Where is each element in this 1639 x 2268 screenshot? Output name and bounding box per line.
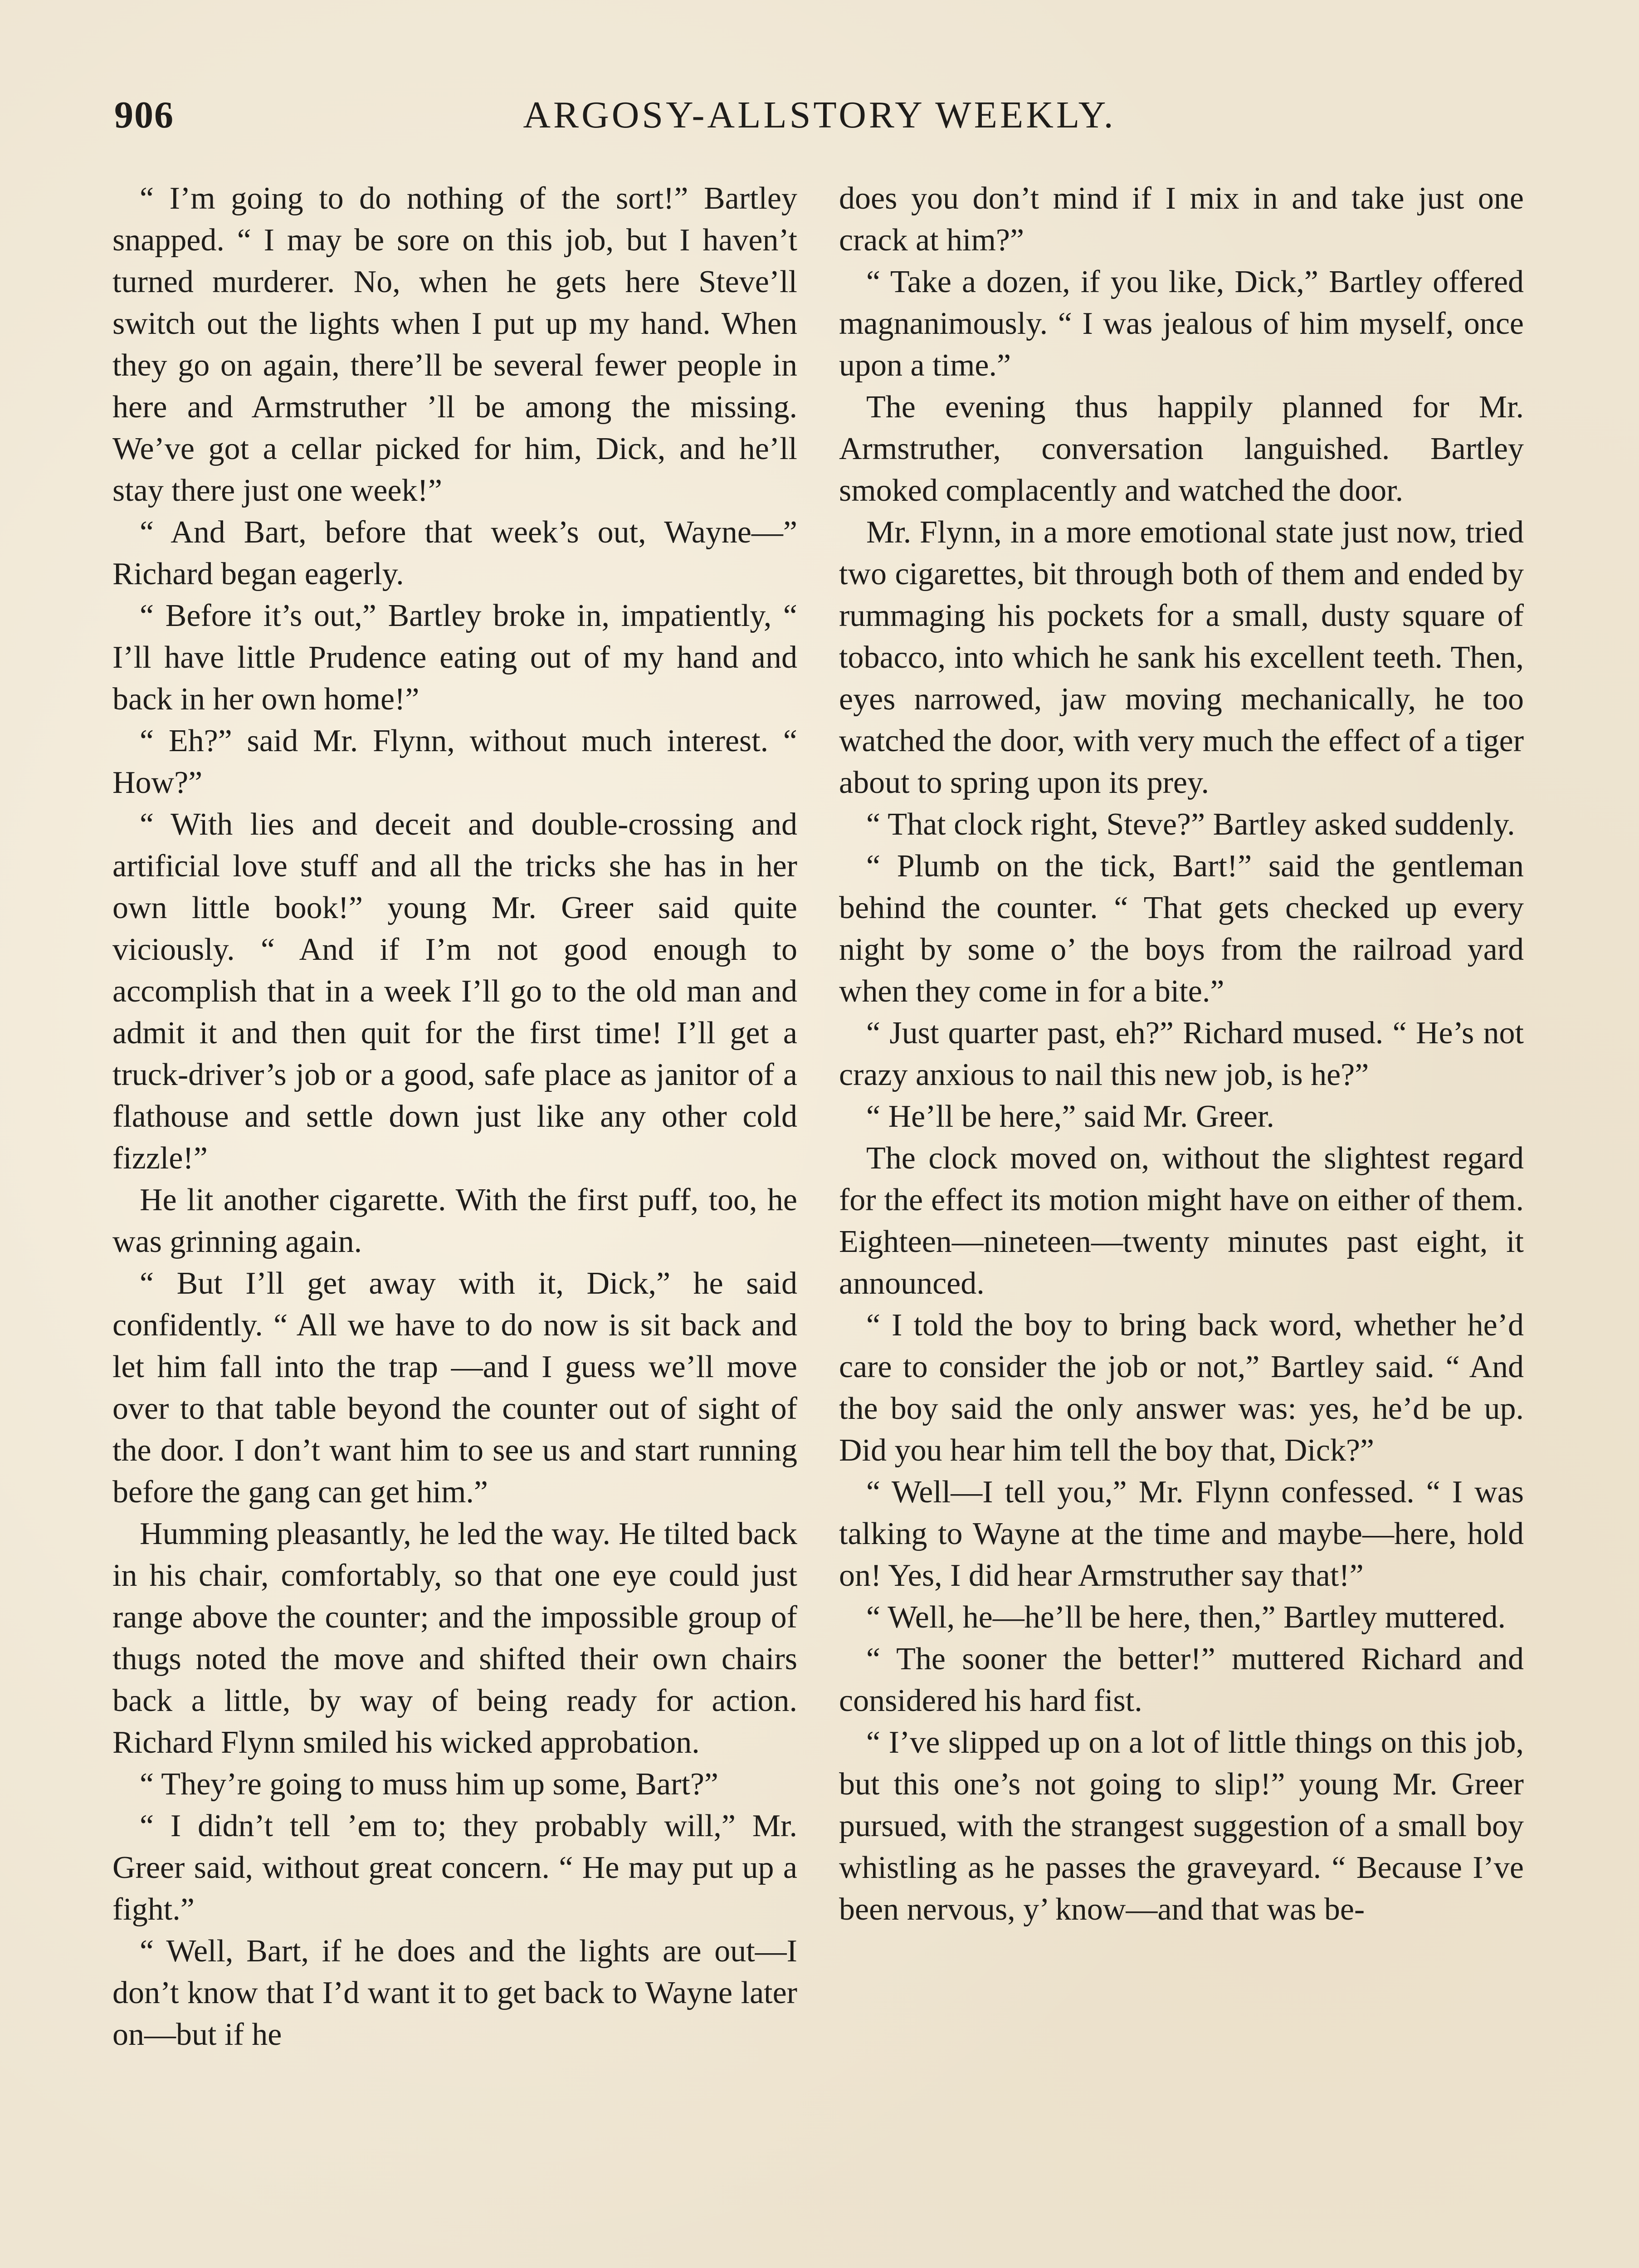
paragraph: “ Eh?” said Mr. Flynn, without much interest. “ How?” — [112, 723, 797, 800]
paragraph: “ Just quarter past, eh?” Richard mused. “ He’s not crazy anxious to nail this new job, is he?” — [839, 1016, 1524, 1092]
paragraph: “ He’ll be here,” said Mr. Greer. — [866, 1099, 1274, 1134]
paragraph: He lit another cigarette. With the first puff, too, he was grinning again. — [112, 1183, 797, 1259]
left-column — [112, 178, 797, 2056]
running-title: ARGOSY-ALLSTORY WEEKLY. — [523, 94, 1116, 136]
paragraph: “ I’ve slipped up on a lot of little things on this job, but this one’s not going to slip!” young Mr. Greer pursued, with the strangest suggestion of a small boy whistling as he passes the graveyard. “ Because I’ve been nervous, y’ know—and that was be- — [839, 1725, 1524, 1927]
page-header — [114, 93, 1525, 161]
paragraph: “ But I’ll get away with it, Dick,” he said confidently. “ All we have to do now is sit back and let him fall into the trap —and I guess we’ll move over to that table beyond the counter out of sight of the door. I don’t want him to see us and start running before the gang can get him.” — [112, 1266, 797, 1510]
page-number: 906 — [114, 94, 174, 136]
paragraph: “ The sooner the better!” muttered Richard and considered his hard fist. — [839, 1642, 1524, 1718]
paragraph: “ Well—I tell you,” Mr. Flynn confessed. “ I was talking to Wayne at the time and maybe—here, hold on! Yes, I did hear Armstruther say that!” — [839, 1475, 1524, 1593]
paragraph: “ That clock right, Steve?” Bartley asked suddenly. — [866, 807, 1515, 842]
paragraph: The clock moved on, without the slightest regard for the effect its motion might have on either of them. Eighteen—nineteen—twenty minutes past eight, it announced. — [839, 1141, 1524, 1301]
paragraph: “ I’m going to do nothing of the sort!” Bartley snapped. “ I may be sore on this job, but I haven’t turned murderer. No, when he gets here Steve’ll switch out the lights when I put up my hand. When they go on again, there’ll be several fewer people in here and Armstruther ’ll be among the missing. We’ve got a cellar picked for him, Dick, and he’ll stay there just one week!” — [112, 181, 797, 508]
paragraph: “ I didn’t tell ’em to; they probably will,” Mr. Greer said, without great concern. “ He may put up a fight.” — [112, 1809, 797, 1927]
paragraph: “ They’re going to muss him up some, Bart?” — [140, 1767, 718, 1802]
paragraph: “ Take a dozen, if you like, Dick,” Bartley offered magnanimously. “ I was jealous of him myself, once upon a time.” — [839, 264, 1524, 383]
paragraph: “ Plumb on the tick, Bart!” said the gentleman behind the counter. “ That gets checked up every night by some o’ the boys from the railroad yard when they come in for a bite.” — [839, 849, 1524, 1009]
paragraph-continued: does you don’t mind if I mix in and take just one crack at him?” — [839, 181, 1524, 258]
paragraph: The evening thus happily planned for Mr. Armstruther, conversation languished. Bartley smoked complacently and watched the door. — [839, 390, 1524, 508]
paragraph: Humming pleasantly, he led the way. He tilted back in his chair, comfortably, so that one eye could just range above the counter; and the impossible group of thugs noted the move and shifted their own chairs back a little, by way of being ready for action. Richard Flynn smiled his wicked approbation. — [112, 1516, 797, 1760]
paragraph: “ Before it’s out,” Bartley broke in, impatiently, “ I’ll have little Prudence eating out of my hand and back in her own home!” — [112, 598, 797, 717]
paragraph: “ Well, Bart, if he does and the lights are out—I don’t know that I’d want it to get back to Wayne later on—but if he — [112, 1934, 797, 2052]
paragraph: “ With lies and deceit and double-crossing and artificial love stuff and all the tricks she has in her own little book!” young Mr. Greer said quite viciously. “ And if I’m not good enough to accomplish that in a week I’ll go to the old man and admit it and then quit for the first time! I’ll get a truck-driver’s job or a good, safe place as janitor of a flathouse and settle down just like any other cold fizzle!” — [112, 807, 797, 1176]
paragraph: “ I told the boy to bring back word, whether he’d care to consider the job or not,” Bartley said. “ And the boy said the only answer was: yes, he’d be up. Did you hear him tell the boy that, Dick?” — [839, 1308, 1524, 1468]
paragraph: “ And Bart, before that week’s out, Wayne—” Richard began eagerly. — [112, 515, 797, 591]
paragraph: Mr. Flynn, in a more emotional state just now, tried two cigarettes, bit through both of them and ended by rummaging his pockets for a small, dusty square of tobacco, into which he sank his excellent teeth. Then, eyes narrowed, jaw moving mechanically, he too watched the door, with very much the effect of a tiger about to spring upon its prey. — [839, 515, 1524, 800]
right-column — [839, 178, 1524, 1931]
paragraph: “ Well, he—he’ll be here, then,” Bartley muttered. — [866, 1600, 1506, 1635]
